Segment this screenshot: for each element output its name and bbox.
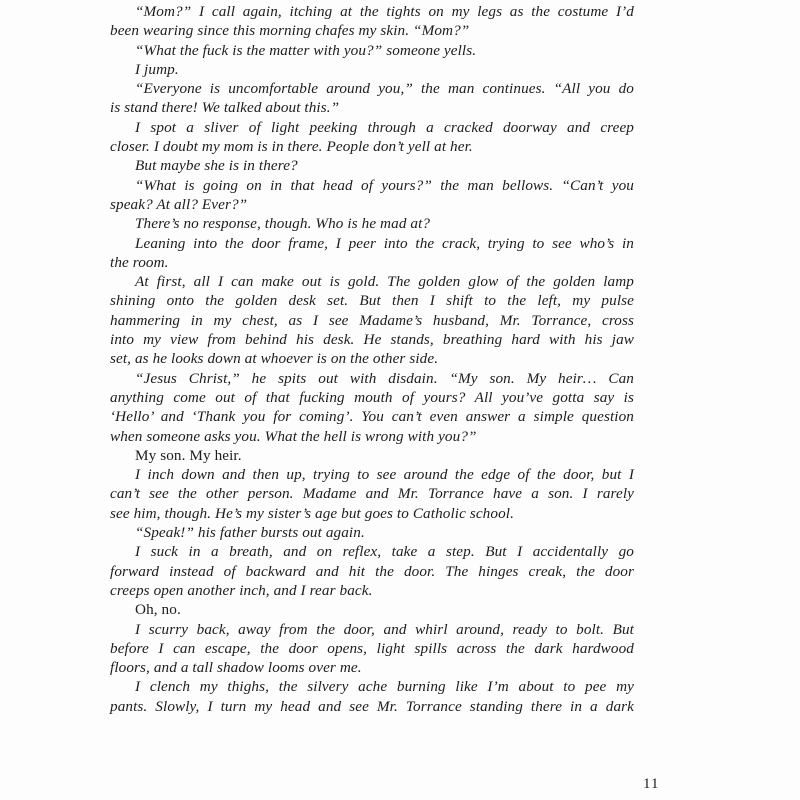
text-line: forward instead of backward and hit the door. The hinges creak, the door bbox=[110, 562, 634, 580]
text-line: when someone asks you. What the hell is wrong with you?” bbox=[110, 427, 477, 445]
text-line: I suck in a breath, and on reflex, take a step. But I accidentally go bbox=[135, 543, 634, 561]
text-line: I jump. bbox=[135, 60, 179, 78]
text-line: My son. My heir. bbox=[135, 446, 242, 464]
text-line: been wearing since this morning chafes my skin. “Mom?” bbox=[110, 22, 470, 40]
text-line: see him, though. He’s my sister’s age but goes to Catholic school. bbox=[110, 504, 514, 522]
text-line: “Speak!” his father bursts out again. bbox=[135, 524, 365, 542]
text-line: I inch down and then up, trying to see around the edge of the door, but I bbox=[135, 466, 634, 484]
text-line: shining onto the golden desk set. But then I shift to the left, my pulse bbox=[110, 292, 634, 310]
text-line: I clench my thighs, the silvery ache burning like I’m about to pee my bbox=[135, 678, 634, 696]
text-line: anything come out of that fucking mouth of yours? All you’ve gotta say is bbox=[110, 388, 634, 406]
text-line: “Everyone is uncomfortable around you,” the man continues. “All you do bbox=[135, 80, 634, 98]
text-line: I spot a sliver of light peeking through a cracked doorway and creep bbox=[135, 118, 634, 136]
text-line: hammering in my chest, as I see Madame’s husband, Mr. Torrance, cross bbox=[110, 311, 634, 329]
text-line: closer. I doubt my mom is in there. People don’t yell at her. bbox=[110, 138, 473, 156]
text-line: pants. Slowly, I turn my head and see Mr. Torrance standing there in a dark bbox=[110, 697, 634, 715]
text-line: floors, and a tall shadow looms over me. bbox=[110, 659, 362, 677]
text-line: “What is going on in that head of yours?” the man bellows. “Can’t you bbox=[135, 176, 634, 194]
text-line: “Mom?” I call again, itching at the tights on my legs as the costume I’d bbox=[135, 3, 634, 20]
page-number: 11 bbox=[643, 776, 660, 792]
text-line: ‘Hello’ and ‘Thank you for coming’. You can’t even answer a simple question bbox=[110, 408, 634, 426]
text-line: speak? At all? Ever?” bbox=[110, 195, 248, 213]
text-line: can’t see the other person. Madame and Mr. Torrance have a son. I rarely bbox=[110, 485, 634, 503]
text-line: Leaning into the door frame, I peer into the crack, trying to see who’s in bbox=[135, 234, 634, 252]
text-line: There’s no response, though. Who is he mad at? bbox=[135, 215, 431, 233]
text-line: At first, all I can make out is gold. The golden glow of the golden lamp bbox=[135, 273, 634, 291]
text-line: set, as he looks down at whoever is on the other side. bbox=[110, 350, 439, 368]
text-line: is stand there! We talked about this.” bbox=[110, 99, 340, 117]
text-line: before I can escape, the door opens, light spills across the dark hardwood bbox=[110, 639, 634, 657]
text-line: creeps open another inch, and I rear back. bbox=[110, 581, 373, 599]
text-line: “Jesus Christ,” he spits out with disdain. “My son. My heir… Can bbox=[135, 369, 634, 387]
text-line: Oh, no. bbox=[135, 601, 181, 619]
text-line: “What the fuck is the matter with you?” someone yells. bbox=[135, 41, 477, 59]
text-line: But maybe she is in there? bbox=[135, 157, 298, 175]
body-text bbox=[110, 2, 634, 716]
text-line: into my view from behind his desk. He stands, breathing hard with his jaw bbox=[110, 331, 634, 349]
text-line: I scurry back, away from the door, and whirl around, ready to bolt. But bbox=[135, 620, 634, 638]
text-line: the room. bbox=[110, 253, 169, 271]
